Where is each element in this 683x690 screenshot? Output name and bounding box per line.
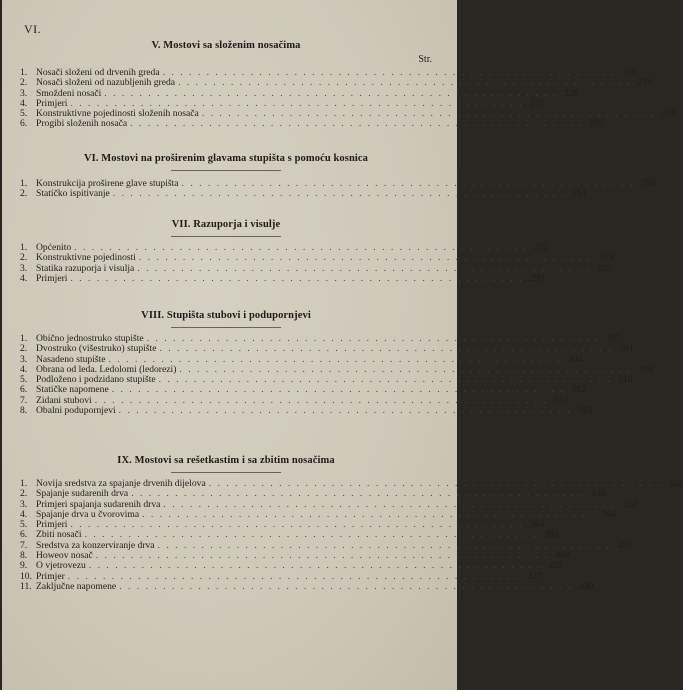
entry-page: 312 xyxy=(571,384,586,396)
entry-number: 3. xyxy=(20,262,28,274)
entry-page: 346 xyxy=(590,488,606,500)
dot-leader: . . . . . . . . . . . . . . . . . . . . . . . . . . . . . . . . . . . . . . . . . . . . . . . . . . . . xyxy=(112,188,566,200)
entry-number: 6. xyxy=(20,118,28,130)
dot-leader: . . . . . . . . . . . . . . . . . . . . . . . . . . . . . . . . . . . . . . . . . . . . . . . . . . . . xyxy=(108,353,562,365)
entry-number: 4. xyxy=(20,363,28,375)
entry-page: 218 xyxy=(622,67,637,78)
entry-number: 1. xyxy=(20,67,28,78)
entry-label: Nasadeno stupište xyxy=(36,353,106,365)
entry-number: 7. xyxy=(20,394,28,406)
section-title: VII. Razuporja i visulje xyxy=(171,219,281,230)
toc-entry xyxy=(20,272,545,284)
dot-leader: . . . . . . . . . . . . . . . . . . . . . . . . . . . . . . . . . . . . . . . . . . . . . . . . . . . . xyxy=(131,488,585,500)
entry-label: Konstrukcija proširene glave stupišta xyxy=(36,178,179,189)
entry-label: Obalni podupornjevi xyxy=(36,405,116,417)
dot-leader: . . . . . . . . . . . . . . . . . . . . . . . . . . . . . . . . . . . . . . . . . . . . . . . . . . . . xyxy=(70,97,524,109)
toc-entry xyxy=(20,188,587,200)
dot-leader: . . . . . . . . . . . . . . . . . . . . . . . . . . . . . . . . . . . . . . . . . . . . . . . . . . . . xyxy=(179,363,633,375)
entry-label: Obrana od leda. Ledolomi (ledorezi) xyxy=(36,363,177,375)
section-entries xyxy=(20,67,676,130)
entry-number: 3. xyxy=(20,498,28,510)
entry-label: Spajanje drva u čvorovima xyxy=(36,508,140,520)
dot-leader: . . . . . . . . . . . . . . . . . . . . . . . . . . . . . . . . . . . . . . . . . . . . . . . . . . . . xyxy=(208,478,662,489)
entry-label: Podloženo i podzidano stupište xyxy=(36,374,156,386)
book-page xyxy=(2,0,683,690)
page-number: VI. xyxy=(24,22,42,36)
section-title: VI. Mostovi na proširenim glavama stupišta s pomoću kosnica xyxy=(83,153,369,164)
entry-label: Spajanje sudarenih drva xyxy=(36,488,129,500)
section-rule xyxy=(171,236,281,237)
entry-number: 4. xyxy=(20,508,28,520)
entry-page: 275 xyxy=(598,252,613,264)
dot-leader: . . . . . . . . . . . . . . . . . . . . . . . . . . . . . . . . . . . . . . . . . . . . . . . . . . . . xyxy=(67,570,521,582)
entry-page: 385 xyxy=(544,529,559,541)
entry-label: Novija sredstva za spajanje drvenih dijelova xyxy=(36,478,206,489)
entry-label: Dvostruko (višestruko) stupište xyxy=(36,343,157,355)
entry-page: 282 xyxy=(596,262,612,274)
toc-section-vi xyxy=(20,153,656,200)
dot-leader: . . . . . . . . . . . . . . . . . . . . . . . . . . . . . . . . . . . . . . . . . . . . . . . . . . . . xyxy=(104,87,558,99)
entry-label: Primjeri spajanja sudarenih drva xyxy=(36,498,161,510)
dot-leader: . . . . . . . . . . . . . . . . . . . . . . . . . . . . . . . . . . . . . . . . . . . . . . . . . . . . xyxy=(142,508,596,520)
section-rule xyxy=(171,472,281,473)
entry-page: 250 xyxy=(661,108,676,120)
entry-label: Zidani stubovi xyxy=(36,394,92,406)
section-title: V. Mostovi sa složenim nosačima xyxy=(151,40,301,51)
section-entries xyxy=(20,178,656,200)
dot-leader: . . . . . . . . . . . . . . . . . . . . . . . . . . . . . . . . . . . . . . . . . . . . . . . . . . . . xyxy=(70,519,524,531)
dot-leader: . . . . . . . . . . . . . . . . . . . . . . . . . . . . . . . . . . . . . . . . . . . . . . . . . . . . xyxy=(70,272,524,284)
entry-number: 2. xyxy=(20,252,28,264)
entry-label: Obično jednostruko stupište xyxy=(36,333,144,344)
entry-number: 9. xyxy=(20,560,28,572)
dot-leader: . . . . . . . . . . . . . . . . . . . . . . . . . . . . . . . . . . . . . . . . . . . . . . . . . . . . xyxy=(74,242,528,253)
entry-label: Konstruktivne pojedinosti xyxy=(36,252,136,264)
entry-label: Primjer xyxy=(36,570,65,582)
entry-label: Nosači složeni od nazubljenih greda xyxy=(36,77,176,89)
dot-leader: . . . . . . . . . . . . . . . . . . . . . . . . . . . . . . . . . . . . . . . . . . . . . . . . . . . . xyxy=(138,252,592,264)
entry-label: Zbiti nosači xyxy=(36,529,82,541)
toc-section-ix xyxy=(20,455,683,592)
toc-entry xyxy=(20,118,605,130)
entry-page: 301 xyxy=(619,343,634,355)
entry-page: 255 xyxy=(589,118,605,130)
toc-section-v xyxy=(20,40,676,130)
section-entries xyxy=(20,333,654,417)
entry-label: Progibi složenih nosača xyxy=(36,118,128,130)
dot-leader: . . . . . . . . . . . . . . . . . . . . . . . . . . . . . . . . . . . . . . . . . . . . . . . . . . . . xyxy=(95,550,549,562)
section-title: IX. Mostovi sa rešetkastim i sa zbitim nosačima xyxy=(117,455,335,466)
entry-page: 364 xyxy=(530,519,545,531)
str-label: Str. xyxy=(418,54,432,65)
dot-leader: . . . . . . . . . . . . . . . . . . . . . . . . . . . . . . . . . . . . . . . . . . . . . . . . . . . . xyxy=(130,118,584,130)
entry-label: Howeov nosač xyxy=(36,550,93,562)
entry-number: 2. xyxy=(20,488,28,500)
entry-number: 10. xyxy=(20,570,32,582)
entry-page: 310 xyxy=(618,374,633,386)
section-entries xyxy=(20,478,683,592)
toc-section-viii xyxy=(20,310,654,417)
entry-label: Konstruktivne pojedinosti složenih nosača xyxy=(36,108,199,120)
dot-leader: . . . . . . . . . . . . . . . . . . . . . . . . . . . . . . . . . . . . . . . . . . . . . . . . . . . . xyxy=(146,333,600,344)
dot-leader: . . . . . . . . . . . . . . . . . . . . . . . . . . . . . . . . . . . . . . . . . . . . . . . . . . . . xyxy=(157,539,611,551)
entry-number: 2. xyxy=(20,77,28,89)
entry-number: 8. xyxy=(20,550,28,562)
dot-leader: . . . . . . . . . . . . . . . . . . . . . . . . . . . . . . . . . . . . . . . . . . . . . . . . . . . . xyxy=(163,498,617,510)
entry-number: 8. xyxy=(20,405,28,417)
entry-number: 4. xyxy=(20,97,28,109)
entry-page: 427 xyxy=(527,570,542,582)
entry-number: 3. xyxy=(20,87,28,99)
entry-page: 237 xyxy=(530,97,545,109)
entry-page: 407 xyxy=(617,539,632,551)
entry-page: 350 xyxy=(623,498,638,510)
entry-page: 219 xyxy=(637,77,653,89)
entry-number: 1. xyxy=(20,333,28,344)
entry-label: O vjetrovezu xyxy=(36,560,86,572)
dot-leader: . . . . . . . . . . . . . . . . . . . . . . . . . . . . . . . . . . . . . . . . . . . . . . . . . . . . xyxy=(158,374,612,386)
entry-page: 425 xyxy=(548,560,563,572)
entry-label: Općenito xyxy=(36,242,72,253)
dot-leader: . . . . . . . . . . . . . . . . . . . . . . . . . . . . . . . . . . . . . . . . . . . . . . . . . . . . xyxy=(94,394,548,406)
entry-number: 11. xyxy=(20,580,32,592)
dot-leader: . . . . . . . . . . . . . . . . . . . . . . . . . . . . . . . . . . . . . . . . . . . . . . . . . . . . xyxy=(201,108,655,120)
entry-label: Nosači složeni od drvenih greda xyxy=(36,67,160,78)
section-title: VIII. Stupišta stubovi i podupornjevi xyxy=(141,310,311,321)
entry-label: Statičko ispitivanje xyxy=(36,188,110,200)
entry-number: 1. xyxy=(20,178,28,189)
entry-number: 6. xyxy=(20,529,28,541)
dot-leader: . . . . . . . . . . . . . . . . . . . . . . . . . . . . . . . . . . . . . . . . . . . . . . . . . . . . xyxy=(137,262,591,274)
entry-page: 318 xyxy=(554,394,569,406)
entry-number: 4. xyxy=(20,272,28,284)
entry-page: 356 xyxy=(601,508,617,520)
dot-leader: . . . . . . . . . . . . . . . . . . . . . . . . . . . . . . . . . . . . . . . . . . . . . . . . . . . . xyxy=(118,405,572,417)
entry-page: 321 xyxy=(578,405,593,417)
entry-page: 332 xyxy=(668,478,683,489)
entry-label: Statičke napomene xyxy=(36,384,109,396)
dot-leader: . . . . . . . . . . . . . . . . . . . . . . . . . . . . . . . . . . . . . . . . . . . . . . . . . . . . xyxy=(162,67,616,78)
dot-leader: . . . . . . . . . . . . . . . . . . . . . . . . . . . . . . . . . . . . . . . . . . . . . . . . . . . . xyxy=(178,77,632,89)
entry-page: 308 xyxy=(639,363,654,375)
section-rule xyxy=(171,327,281,328)
entry-label: Primjeri xyxy=(36,97,68,109)
entry-number: 5. xyxy=(20,108,28,120)
entry-label: Primjeri xyxy=(36,519,68,531)
dot-leader: . . . . . . . . . . . . . . . . . . . . . . . . . . . . . . . . . . . . . . . . . . . . . . . . . . . . xyxy=(159,343,613,355)
entry-page: 272 xyxy=(533,242,549,253)
toc-entry xyxy=(20,405,593,417)
dot-leader: . . . . . . . . . . . . . . . . . . . . . . . . . . . . . . . . . . . . . . . . . . . . . . . . . . . . xyxy=(84,529,538,541)
entry-label: Sredstva za konzerviranje drva xyxy=(36,539,155,551)
entry-label: Statika razuporja i visulja xyxy=(36,262,135,274)
dot-leader: . . . . . . . . . . . . . . . . . . . . . . . . . . . . . . . . . . . . . . . . . . . . . . . . . . . . xyxy=(111,384,565,396)
entry-page: 409 xyxy=(555,550,570,562)
section-rule xyxy=(171,170,281,171)
entry-number: 2. xyxy=(20,188,28,200)
entry-label: Primjeri xyxy=(36,272,68,284)
entry-page: 439 xyxy=(578,580,594,592)
entry-label: Smoždeni nosači xyxy=(36,87,102,99)
entry-number: 7. xyxy=(20,539,28,551)
entry-number: 5. xyxy=(20,374,28,386)
entry-page: 262 xyxy=(572,188,587,200)
dot-leader: . . . . . . . . . . . . . . . . . . . . . . . . . . . . . . . . . . . . . . . . . . . . . . . . . . . . xyxy=(119,580,573,592)
entry-number: 1. xyxy=(20,478,28,489)
entry-label: Zaključne napomene xyxy=(36,580,117,592)
toc-section-vii xyxy=(20,219,613,284)
entry-number: 6. xyxy=(20,384,28,396)
toc-entry xyxy=(20,580,594,592)
entry-page: 290 xyxy=(530,272,545,284)
entry-number: 3. xyxy=(20,353,28,365)
entry-number: 2. xyxy=(20,343,28,355)
entry-page: 258 xyxy=(641,178,656,189)
entry-page: 226 xyxy=(563,87,579,99)
entry-number: 1. xyxy=(20,242,28,253)
section-entries xyxy=(20,242,613,284)
dot-leader: . . . . . . . . . . . . . . . . . . . . . . . . . . . . . . . . . . . . . . . . . . . . . . . . . . . . xyxy=(88,560,542,572)
entry-number: 5. xyxy=(20,519,28,531)
dot-leader: . . . . . . . . . . . . . . . . . . . . . . . . . . . . . . . . . . . . . . . . . . . . . . . . . . . . xyxy=(181,178,635,189)
entry-page: 297 xyxy=(606,333,621,344)
entry-page: 304 xyxy=(568,353,583,365)
